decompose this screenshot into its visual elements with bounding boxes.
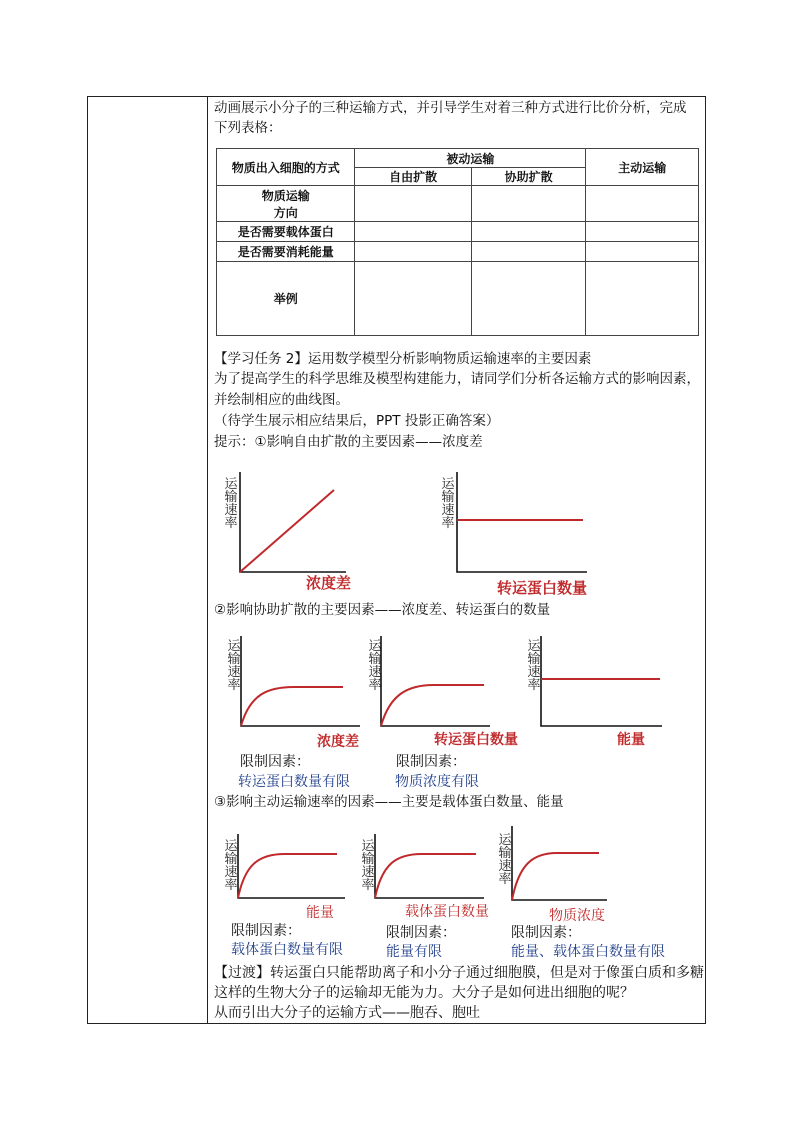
y-axis-label: 运输速率 [361, 839, 375, 893]
row-direction: 物质运输 方向 [217, 186, 355, 222]
graph-facilitated-energy [538, 636, 664, 732]
transition-line-2: 这样的生物大分子的运输却无能为力。大分子是如何进出细胞的呢？ [214, 985, 634, 1001]
cell [586, 186, 699, 222]
cell [586, 222, 699, 242]
transition-line-3: 从而引出大分子的运输方式——胞吞、胞吐 [214, 1005, 480, 1021]
x-axis-label: 转运蛋白数量 [497, 579, 588, 597]
task2-heading: 【学习任务 2】运用数学模型分析影响物质运输速率的主要因素 [214, 351, 592, 367]
row-carrier: 是否需要载体蛋白 [217, 222, 355, 242]
x-axis-label: 转运蛋白数量 [434, 732, 518, 748]
limit-label: 限制因素： [396, 754, 466, 770]
y-axis-label: 运输速率 [224, 839, 238, 893]
cell [471, 186, 586, 222]
task2-line-1: 为了提高学生的科学思维及模型构建能力，请同学们分析各运输方式的影响因素， [214, 371, 700, 387]
header-free-diffusion: 自由扩散 [355, 168, 472, 186]
graph-free-diffusion-concentration [236, 472, 348, 578]
limit-value: 物质浓度有限 [395, 774, 479, 790]
graph-facilitated-transporter [378, 636, 492, 732]
header-method: 物质出入细胞的方式 [217, 149, 355, 186]
x-axis-label: 浓度差 [317, 734, 359, 750]
axis-lines [541, 636, 662, 726]
hint-1: 提示：①影响自由扩散的主要因素——浓度差 [214, 434, 483, 450]
y-axis-label: 运输速率 [224, 477, 238, 531]
curve-line [512, 853, 599, 900]
x-axis-label: 物质浓度 [549, 908, 605, 924]
hint-2: ②影响协助扩散的主要因素——浓度差、转运蛋白的数量 [214, 602, 551, 618]
cell [355, 242, 472, 262]
limit-value: 转运蛋白数量有限 [238, 774, 350, 790]
graph-free-diffusion-transporter [453, 472, 589, 578]
task2-line-3: （待学生展示相应结果后，PPT 投影正确答案） [214, 413, 500, 429]
axis-lines [512, 826, 607, 900]
cell [355, 222, 472, 242]
intro-line-2: 下列表格： [214, 120, 282, 136]
graph-active-concentration [509, 826, 609, 904]
x-axis-label: 浓度差 [306, 574, 352, 592]
y-axis-label: 运输速率 [498, 833, 512, 887]
cell [471, 242, 586, 262]
x-axis-label: 能量 [306, 905, 334, 921]
curve-line [381, 685, 484, 726]
axis-lines [241, 636, 360, 726]
x-axis-label: 能量 [617, 732, 645, 748]
axis-lines [375, 834, 484, 898]
row-example: 举例 [217, 262, 355, 336]
cell [586, 242, 699, 262]
graph-active-energy [235, 834, 347, 902]
y-axis-label: 运输速率 [227, 639, 241, 693]
axis-lines [457, 472, 587, 572]
cell [471, 222, 586, 242]
transition-line-1: 【过渡】转运蛋白只能帮助离子和小分子通过细胞膜，但是对于像蛋白质和多糖 [214, 965, 704, 981]
cell [355, 186, 472, 222]
limit-value: 能量、载体蛋白数量有限 [511, 944, 665, 960]
limit-value: 载体蛋白数量有限 [231, 942, 343, 958]
y-axis-label: 运输速率 [527, 639, 541, 693]
row-energy: 是否需要消耗能量 [217, 242, 355, 262]
graph-facilitated-concentration [238, 636, 362, 732]
cell [586, 262, 699, 336]
header-passive: 被动运输 [355, 149, 586, 168]
header-facilitated-diffusion: 协助扩散 [471, 168, 586, 186]
task2-line-2: 并绘制相应的曲线图。 [214, 392, 349, 408]
limit-label: 限制因素： [386, 925, 456, 941]
graph-active-carrier [372, 834, 486, 902]
intro-line-1: 动画展示小分子的三种运输方式，并引导学生对着三种方式进行比价分析，完成 [214, 100, 687, 116]
limit-label: 限制因素： [240, 754, 310, 770]
limit-label: 限制因素： [231, 923, 301, 939]
hint-3: ③影响主动运输速率的因素——主要是载体蛋白数量、能量 [214, 794, 564, 810]
limit-value: 能量有限 [386, 944, 442, 960]
y-axis-label: 运输速率 [368, 639, 382, 693]
left-column [88, 97, 208, 1023]
limit-label: 限制因素： [511, 925, 581, 941]
axis-lines [238, 834, 345, 898]
curve-line [375, 854, 476, 898]
cell [355, 262, 472, 336]
cell [471, 262, 586, 336]
curve-line [238, 854, 337, 898]
header-active: 主动运输 [586, 149, 699, 186]
curve-line [240, 490, 334, 572]
axis-lines [381, 636, 490, 726]
x-axis-label: 载体蛋白数量 [405, 904, 489, 920]
comparison-table [216, 148, 699, 336]
y-axis-label: 运输速率 [441, 477, 455, 531]
curve-line [241, 687, 343, 726]
